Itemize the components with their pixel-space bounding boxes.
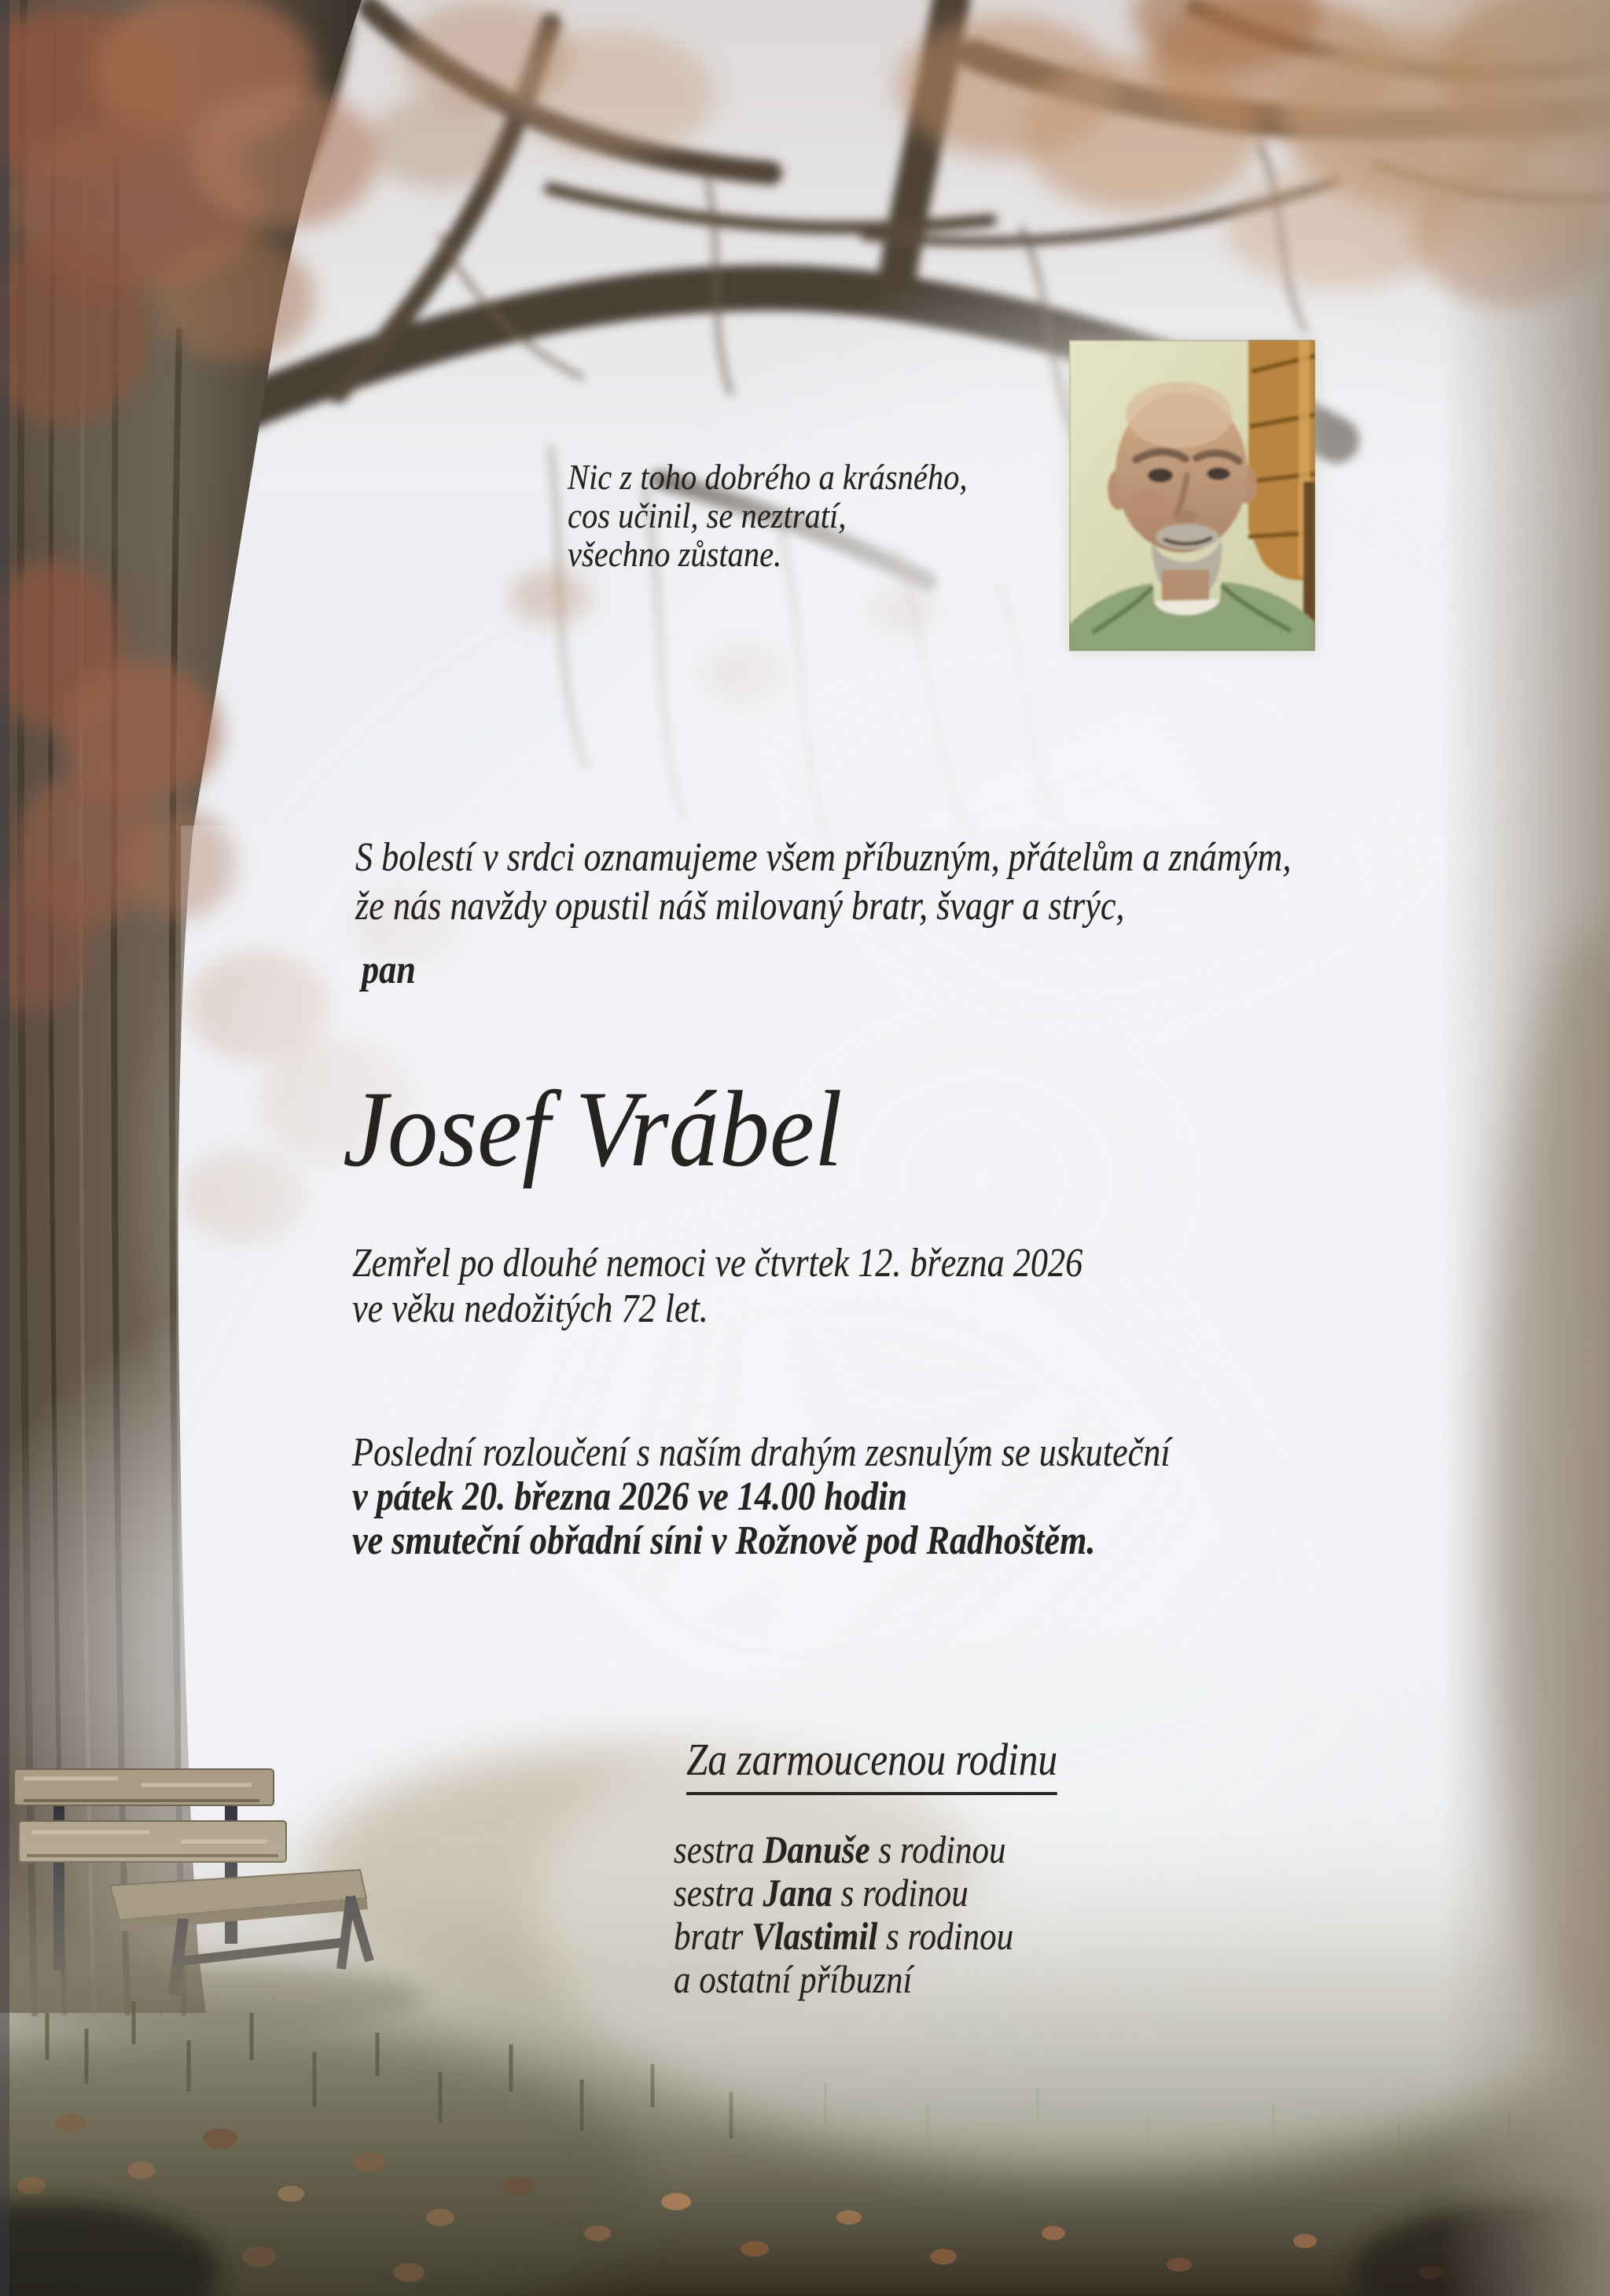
family-member — [674, 1828, 1013, 1871]
closing-label: Za zarmoucenou rodinu — [686, 1734, 1057, 1795]
family-member — [674, 1871, 1013, 1915]
family-member — [674, 1915, 1013, 1958]
announcement-line: že nás navždy opustil náš milovaný bratr, švagr a strýc, — [355, 884, 1125, 929]
family-relation: bratr — [674, 1914, 744, 1958]
quote-line: cos učinil, se neztratí, — [568, 496, 847, 535]
elderly-man-portrait-illustration — [1069, 340, 1315, 651]
deceased-name — [343, 1069, 880, 1189]
family-name: Danuše — [763, 1827, 870, 1871]
death-details-line: ve věku nedožitých 72 let. — [352, 1286, 708, 1331]
closing-line — [686, 1735, 1123, 1785]
announcement-line: S bolestí v srdci oznamujeme všem příbuzným, přátelům a známým, — [355, 835, 1292, 880]
family-suffix: s rodinou — [878, 1827, 1006, 1871]
portrait-photo — [1069, 340, 1315, 651]
memorial-quote — [568, 458, 1012, 574]
death-details — [352, 1241, 1211, 1332]
death-details-line: Zemřel po dlouhé nemoci ve čtvrtek 12. března 2026 — [352, 1241, 1083, 1286]
funeral-details-line: Poslední rozloučení s naším drahým zesnulým se uskuteční — [352, 1430, 1171, 1475]
honorific — [362, 948, 425, 992]
quote-line: všechno zůstane. — [568, 535, 782, 574]
funeral-details — [352, 1431, 1314, 1563]
funeral-place-line: ve smuteční obřadní síni v Rožnově pod Radhoštěm. — [352, 1518, 1096, 1563]
funeral-date-line: v pátek 20. března 2026 ve 14.00 hodin — [352, 1474, 907, 1519]
quote-line: Nic z toho dobrého a krásného, — [568, 458, 968, 497]
family-list — [674, 1828, 1068, 2001]
honorific-label: pan — [362, 947, 416, 992]
family-relation: sestra — [674, 1871, 755, 1915]
deceased-name-label: Josef Vrábel — [343, 1069, 843, 1189]
family-relation: sestra — [674, 1827, 755, 1871]
family-suffix: s rodinou — [840, 1871, 969, 1915]
family-name: Jana — [763, 1871, 833, 1915]
family-footer: a ostatní příbuzní — [674, 1957, 913, 2001]
announcement-text — [355, 833, 1456, 931]
family-name: Vlastimil — [752, 1914, 878, 1958]
family-suffix: s rodinou — [886, 1914, 1014, 1958]
